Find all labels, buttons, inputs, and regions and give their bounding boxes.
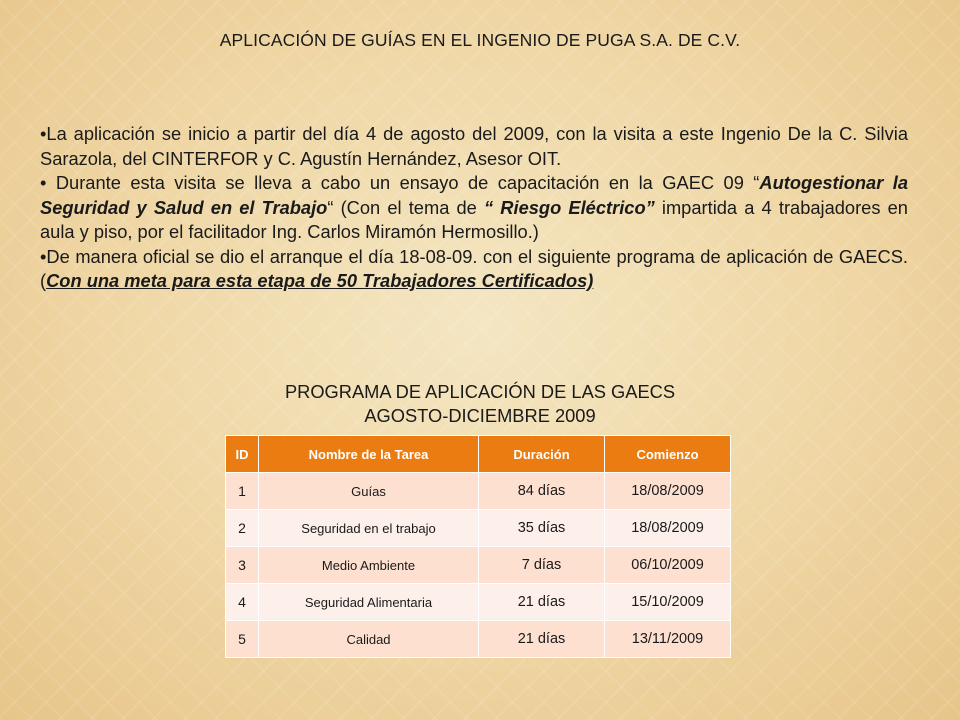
table-header-row <box>226 436 731 473</box>
cell-task-name: Guías <box>259 473 479 510</box>
table-row <box>226 547 731 584</box>
bullet-2-text-end: impartida a 4 trabajadores en aula y piso, por el facilitador Ing. Carlos Miramón Hermosillo.) <box>40 196 908 242</box>
cell-start: 13/11/2009 <box>605 621 731 658</box>
header-duration: Duración <box>479 436 605 473</box>
program-title: PROGRAMA DE APLICACIÓN DE LAS GAECS <box>284 381 676 402</box>
cell-id: 1 <box>226 473 259 510</box>
cell-duration: 21 días <box>479 584 605 621</box>
cell-task-name: Medio Ambiente <box>259 547 479 584</box>
cell-duration: 21 días <box>479 621 605 658</box>
header-id: ID <box>226 436 259 473</box>
cell-task-name: Calidad <box>259 621 479 658</box>
header-task-name: Nombre de la Tarea <box>259 436 479 473</box>
cell-id: 3 <box>226 547 259 584</box>
cell-task-name: Seguridad Alimentaria <box>259 584 479 621</box>
task-table <box>225 435 731 658</box>
cell-duration: 84 días <box>479 473 605 510</box>
table-row <box>226 621 731 658</box>
bullet-2-text: • Durante esta visita se lleva a cabo un ensayo de capacitación en la GAEC 09 “ <box>40 172 760 193</box>
cell-duration: 35 días <box>479 510 605 547</box>
bullet-3-goal: Con una meta para esta etapa de 50 Trabajadores Certificados) <box>46 270 594 291</box>
cell-task-name: Seguridad en el trabajo <box>259 510 479 547</box>
table-row <box>226 584 731 621</box>
cell-id: 5 <box>226 621 259 658</box>
cell-start: 06/10/2009 <box>605 547 731 584</box>
bullet-list <box>40 122 908 294</box>
table-row <box>226 473 731 510</box>
cell-id: 4 <box>226 584 259 621</box>
bullet-2-text-mid: “ (Con el tema de <box>327 196 484 218</box>
slide-title: APLICACIÓN DE GUÍAS EN EL INGENIO DE PUGA S.A. DE C.V. <box>219 30 741 50</box>
bullet-2-topic: “ Riesgo Eléctrico” <box>484 196 655 218</box>
cell-start: 18/08/2009 <box>605 473 731 510</box>
cell-start: 15/10/2009 <box>605 584 731 621</box>
cell-start: 18/08/2009 <box>605 510 731 547</box>
bullet-2-guide-name: Autogestionar la Seguridad y Salud en el Trabajo <box>40 172 908 218</box>
cell-duration: 7 días <box>479 547 605 584</box>
bullet-2 <box>40 171 908 245</box>
header-start: Comienzo <box>605 436 731 473</box>
bullet-1: •La aplicación se inicio a partir del día 4 de agosto del 2009, con la visita a este Ingenio De la C. Silvia Sarazola, del CINTERFOR y C. Agustín Hernández, Asesor OIT. <box>40 123 908 169</box>
program-heading <box>0 380 960 428</box>
program-subtitle: AGOSTO-DICIEMBRE 2009 <box>364 405 596 426</box>
bullet-3 <box>40 245 908 294</box>
bullet-3-text: •De manera oficial se dio el arranque el día 18-08-09. con el siguiente programa de aplicación de GAECS. ( <box>40 245 908 291</box>
table-row <box>226 510 731 547</box>
cell-id: 2 <box>226 510 259 547</box>
